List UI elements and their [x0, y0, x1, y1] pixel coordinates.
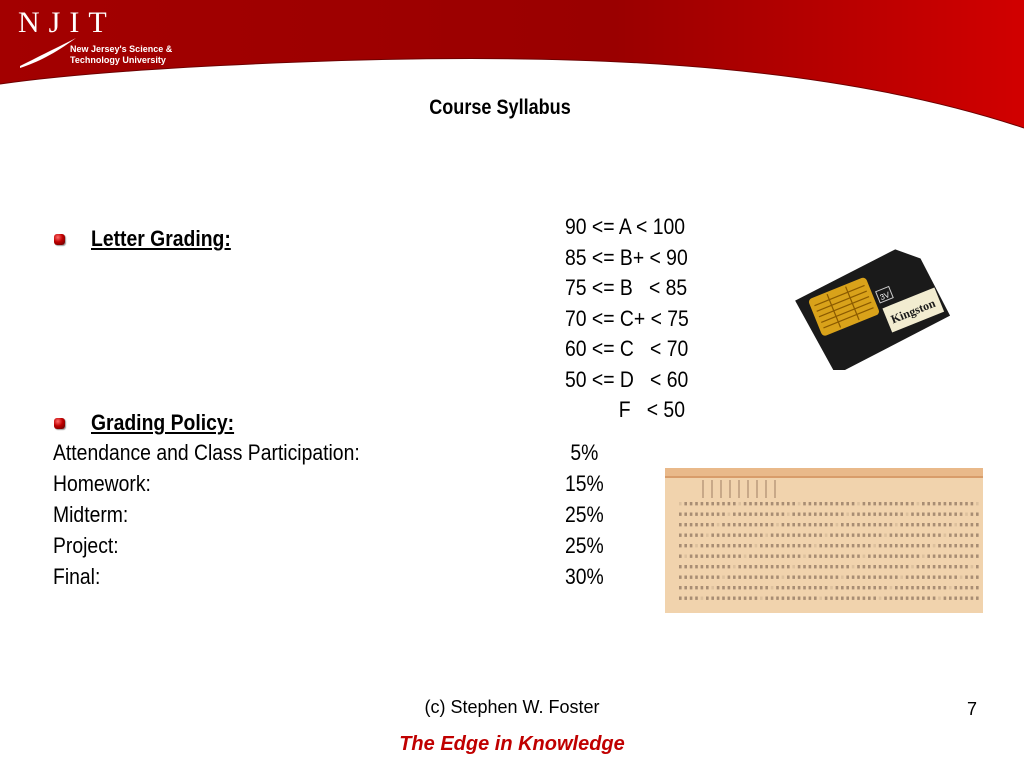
- footer-tagline: The Edge in Knowledge: [399, 733, 625, 755]
- policy-label: Midterm:: [53, 502, 129, 527]
- grade-scale-list: [565, 212, 706, 426]
- policy-label: Homework:: [53, 471, 151, 496]
- policy-row-midterm: [53, 502, 613, 533]
- njit-logo: [18, 6, 178, 70]
- footer-credit: (c) Stephen W. Foster: [424, 697, 600, 717]
- grade-scale-line: 75 <= B < 85: [565, 275, 688, 300]
- punch-card-image: [665, 468, 983, 613]
- bullet-icon: [54, 418, 65, 429]
- logo-tagline-line2: Technology University: [70, 55, 166, 65]
- policy-value: 15%: [565, 471, 604, 496]
- grade-scale-line: 90 <= A < 100: [565, 214, 686, 239]
- policy-value: 25%: [565, 502, 604, 527]
- policy-row-project: [53, 533, 613, 564]
- grade-scale-line: 85 <= B+ < 90: [565, 244, 688, 270]
- logo-swoosh-icon: [18, 36, 78, 70]
- policy-label: Project:: [53, 533, 119, 558]
- grade-scale-line: F < 50: [565, 397, 685, 422]
- slide-title: Course Syllabus: [429, 96, 571, 119]
- policy-label: Final:: [53, 564, 101, 589]
- policy-row-final: [53, 564, 613, 595]
- logo-tagline: [70, 44, 190, 66]
- page-number: 7: [967, 699, 978, 719]
- letter-grading-heading: Letter Grading:: [91, 226, 231, 251]
- card-voltage: 3V: [878, 290, 892, 303]
- policy-value: 25%: [565, 533, 604, 558]
- card-brand-label: Kingston: [888, 295, 938, 327]
- grade-scale-line: 60 <= C < 70: [565, 336, 689, 361]
- policy-value: 5%: [565, 440, 599, 465]
- bullet-icon: [54, 234, 65, 245]
- logo-text: NJIT: [18, 6, 116, 39]
- policy-row-homework: [53, 471, 613, 502]
- policy-label: Attendance and Class Participation:: [53, 440, 360, 465]
- policy-value: 30%: [565, 564, 604, 589]
- memory-card-image: [785, 245, 955, 370]
- logo-tagline-line1: New Jersey's Science &: [70, 44, 173, 54]
- policy-row-attendance: [53, 440, 613, 471]
- grade-scale-line: 70 <= C+ < 75: [565, 305, 689, 331]
- grading-policy-heading: Grading Policy:: [91, 410, 235, 435]
- grade-scale-line: 50 <= D < 60: [565, 366, 689, 392]
